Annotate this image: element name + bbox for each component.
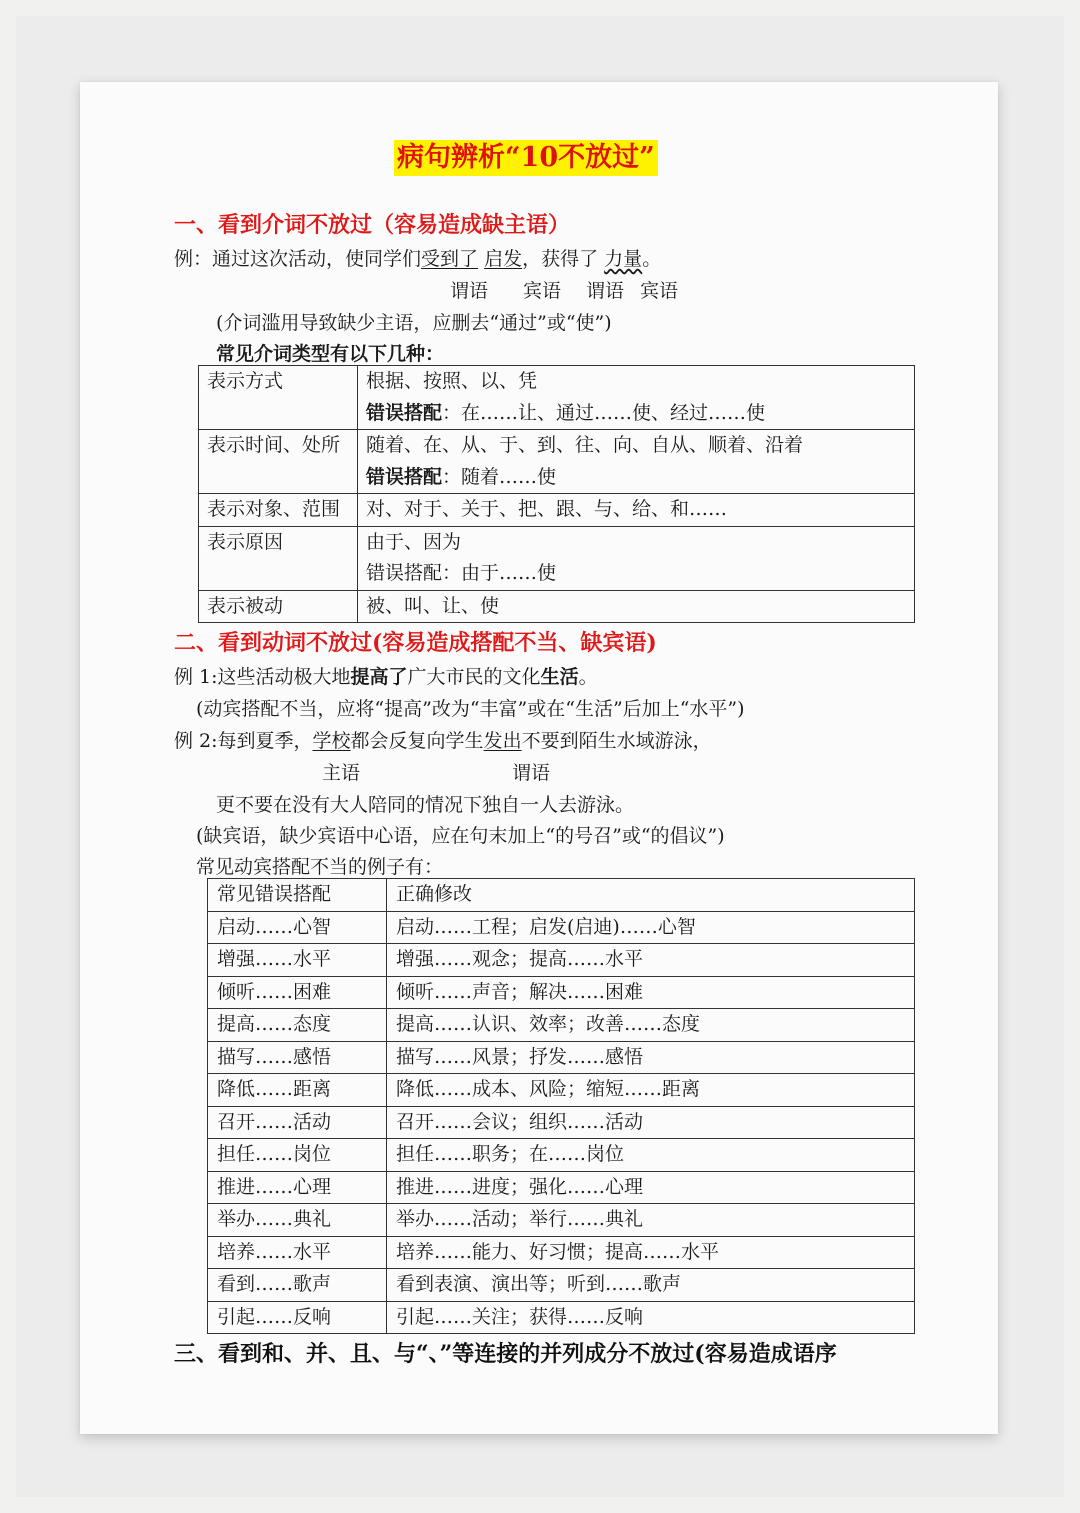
section2-heading: 二、看到动词不放过(容易造成搭配不当、缺宾语) (174, 630, 657, 656)
table-cell: 举办……活动；举行……典礼 (387, 1204, 915, 1237)
cell-text: ：随着……使 (442, 465, 557, 488)
table-cell: 培养……能力、好习惯；提高……水平 (387, 1236, 915, 1269)
table-cell: 提高……态度 (208, 1009, 387, 1042)
table-cell: 看到表演、演出等；听到……歌声 (387, 1269, 915, 1302)
cell-line: 错误搭配：由于……使 (366, 562, 557, 584)
cell-line: 根据、按照、以、凭 (366, 370, 538, 392)
example-label: 例： (174, 248, 213, 270)
table-row (208, 1301, 915, 1334)
table-cell: 增强……观念；提高……水平 (387, 944, 915, 977)
section2-example2-continuation: 更不要在没有大人陪同的情况下独自一人去游泳。 (216, 794, 635, 816)
section2-example2 (174, 726, 712, 753)
table-cell: 启动……工程；启发(启迪)……心智 (387, 911, 915, 944)
example-text-2: ，获得了 (522, 248, 599, 270)
section2-subheading: 常见动宾搭配不当的例子有： (196, 856, 444, 878)
table-row (208, 1269, 915, 1302)
example-text: 例 1:这些活动极大地 (174, 666, 351, 688)
grammar-label: 宾语 (523, 280, 562, 302)
cell-text: ：在……让、通过……使、经过……使 (442, 401, 766, 424)
table-row (199, 494, 915, 527)
table-cell: 降低……距离 (208, 1074, 387, 1107)
example-period: 。 (642, 248, 662, 270)
page-title: 病句辨析“10不放过” (394, 140, 658, 176)
table-cell (358, 494, 915, 527)
example-verb: 提高了 (350, 666, 408, 688)
section1-heading: 一、看到介词不放过（容易造成缺主语） (174, 212, 571, 238)
table-cell: 看到……歌声 (208, 1269, 387, 1302)
example-text: 不要到陌生水域游泳， (521, 730, 712, 752)
table-row (208, 911, 915, 944)
table-cell: 推进……进度；强化……心理 (387, 1171, 915, 1204)
table-row (199, 590, 915, 623)
grammar-label: 谓语 (450, 280, 489, 302)
example-object-1: 启发 (484, 248, 523, 270)
table-row (199, 366, 915, 430)
section2-example1 (174, 662, 598, 689)
table-row (208, 944, 915, 977)
table-row (208, 1074, 915, 1107)
example-object: 生活 (540, 666, 579, 688)
table-row (208, 1009, 915, 1042)
section2-example2-note: (缺宾语，缺少宾语中心语，应在句末加上“的号召”或“的倡议”) (196, 825, 725, 847)
grammar-label: 主语 (322, 762, 361, 784)
table-row (208, 1204, 915, 1237)
table-cell (358, 366, 915, 430)
example-text: 例 2:每到夏季， (174, 730, 313, 752)
section2-example1-note: (动宾搭配不当，应将“提高”改为“丰富”或在“生活”后加上“水平”) (196, 698, 745, 720)
table-row (208, 1106, 915, 1139)
table-row (208, 1041, 915, 1074)
table-cell: 表示原因 (199, 526, 358, 590)
cell-line (366, 462, 906, 494)
table-row (199, 526, 915, 590)
grammar-label: 谓语 (512, 762, 551, 784)
table-header-cell: 常见错误搭配 (208, 879, 387, 912)
table-cell: 召开……活动 (208, 1106, 387, 1139)
table-cell: 担任……职务；在……岗位 (387, 1139, 915, 1172)
wrong-collocation-label: 错误搭配 (366, 465, 443, 488)
section1-note: (介词滥用导致缺少主语，应删去“通过”或“使”) (216, 312, 612, 334)
table-cell: 表示对象、范围 (199, 494, 358, 527)
table-cell: 表示方式 (199, 366, 358, 430)
table-row (208, 976, 915, 1009)
table-row (208, 1139, 915, 1172)
table-cell: 描写……风景；抒发……感悟 (387, 1041, 915, 1074)
table-cell: 提高……认识、效率；改善……态度 (387, 1009, 915, 1042)
cell-line: 随着、在、从、于、到、往、向、自从、顺着、沿着 (366, 434, 804, 456)
grammar-label: 宾语 (640, 280, 679, 302)
example-predicate-1: 受到了 (421, 248, 479, 270)
example-predicate: 发出 (483, 730, 522, 752)
table-cell: 增强……水平 (208, 944, 387, 977)
table-row (199, 430, 915, 494)
table-cell: 召开……会议；组织……活动 (387, 1106, 915, 1139)
preposition-table (198, 365, 915, 623)
example-text: 广大市民的文化 (407, 666, 541, 688)
table-cell: 降低……成本、风险；缩短……距离 (387, 1074, 915, 1107)
example-subject: 学校 (312, 730, 351, 752)
table-cell: 推进……心理 (208, 1171, 387, 1204)
section1-subheading: 常见介词类型有以下几种： (216, 343, 445, 365)
table-header-cell: 正确修改 (387, 879, 915, 912)
collocation-table (207, 878, 915, 1334)
table-cell: 引起……反响 (208, 1301, 387, 1334)
example-text: 都会反复向学生 (350, 730, 484, 752)
cell-line (366, 398, 906, 430)
cell-line: 对、对于、关于、把、跟、与、给、和…… (366, 498, 728, 520)
table-cell: 引起……关注；获得……反响 (387, 1301, 915, 1334)
table-cell: 表示被动 (199, 590, 358, 623)
table-cell: 举办……典礼 (208, 1204, 387, 1237)
table-cell: 倾听……困难 (208, 976, 387, 1009)
example-period: 。 (578, 666, 598, 688)
table-row (208, 1171, 915, 1204)
section3-heading: 三、看到和、并、且、与“、”等连接的并列成分不放过(容易造成语序 (174, 1341, 837, 1367)
table-cell: 启动……心智 (208, 911, 387, 944)
cell-line: 被、叫、让、使 (366, 594, 500, 617)
table-cell: 表示时间、处所 (199, 430, 358, 494)
table-cell: 倾听……声音；解决……困难 (387, 976, 915, 1009)
table-cell: 描写……感悟 (208, 1041, 387, 1074)
table-header-row (208, 879, 915, 912)
section1-example (174, 244, 661, 271)
table-cell (358, 526, 915, 590)
table-cell (358, 430, 915, 494)
example-text: 通过这次活动，使同学们 (212, 248, 422, 270)
table-cell (358, 590, 915, 623)
wrong-collocation-label: 错误搭配 (366, 401, 443, 424)
table-cell: 培养……水平 (208, 1236, 387, 1269)
table-cell: 担任……岗位 (208, 1139, 387, 1172)
table-row (208, 1236, 915, 1269)
grammar-label: 谓语 (586, 280, 625, 302)
cell-line: 由于、因为 (366, 530, 462, 553)
example-object-2: 力量 (604, 248, 643, 270)
